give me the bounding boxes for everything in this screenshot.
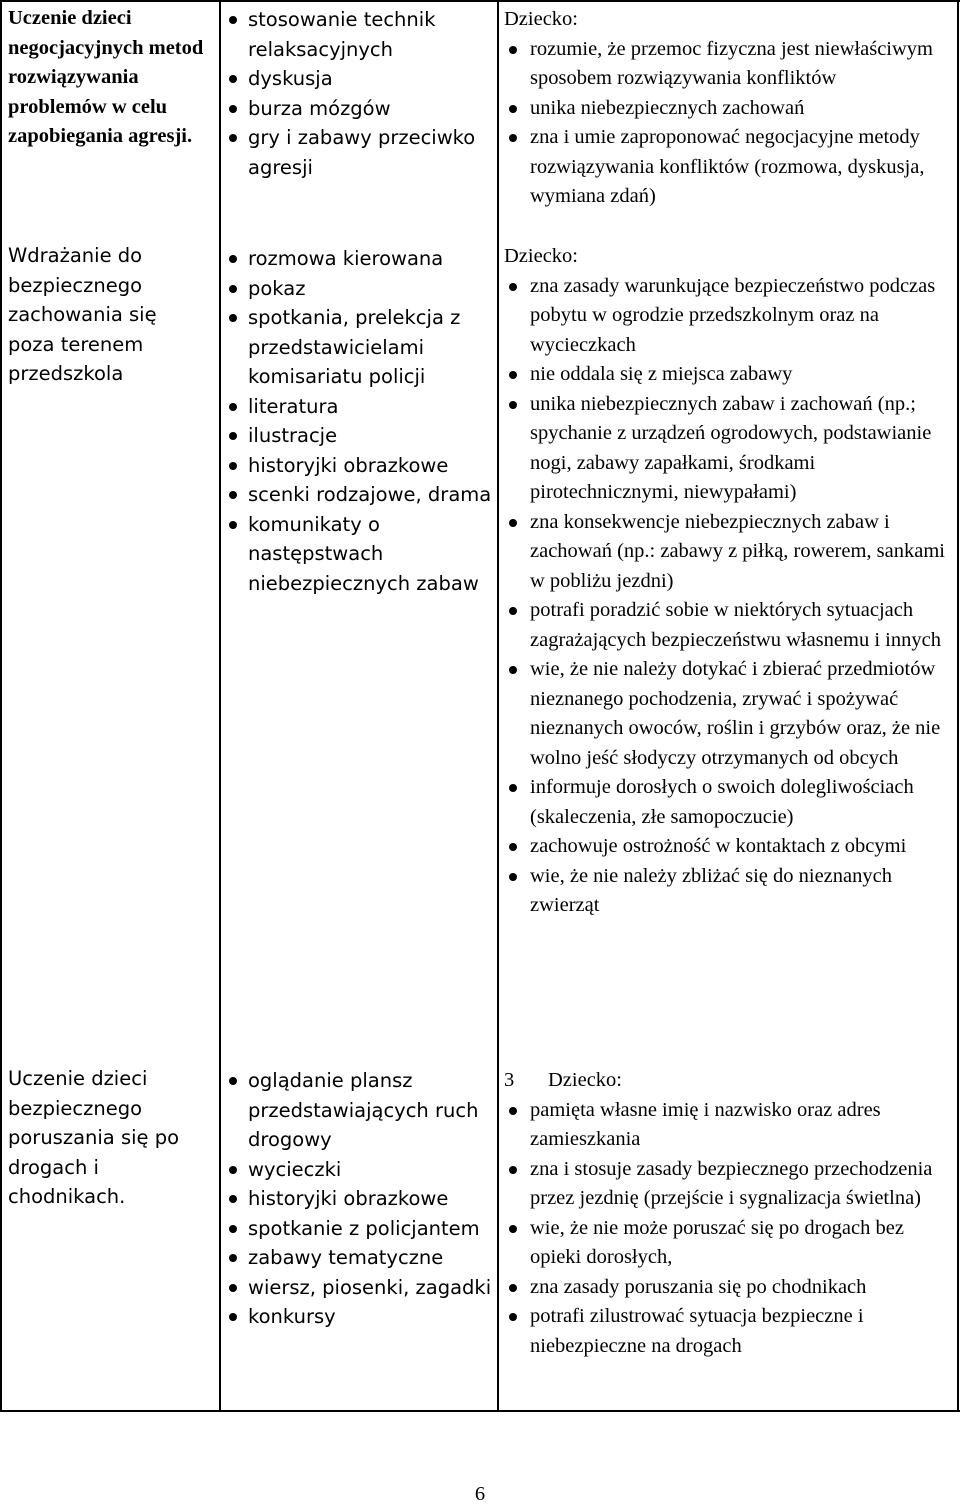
list-item: zna zasady warunkujące bezpieczeństwo podczas pobytu w ogrodzie przedszkolnym oraz na wycieczkach: [504, 272, 954, 361]
list-item: oglądanie plansz przedstawiających ruch drogowy: [226, 1066, 496, 1155]
outcomes-list-2: [504, 272, 954, 921]
list-item: potrafi zilustrować sytuacja bezpieczne i niebezpieczne na drogach: [504, 1302, 954, 1361]
outcomes-block-3: [504, 1066, 954, 1361]
list-item: zna i stosuje zasady bezpiecznego przechodzenia przez jezdnię (przejście i sygnalizacja świetlna): [504, 1155, 954, 1214]
list-item: dyskusja: [226, 64, 496, 94]
outcome-number: 3: [504, 1069, 515, 1091]
outcome-heading: Dziecko:: [504, 8, 578, 30]
list-item: spotkania, prelekcja z przedstawicielami komisariatu policji: [226, 303, 496, 392]
column-divider-2: [497, 0, 499, 1412]
list-item: zna i umie zaproponować negocjacyjne metody rozwiązywania konfliktów (rozmowa, dyskusja, wymiana zdań): [504, 123, 954, 212]
page-number: 6: [474, 1483, 486, 1505]
list-item: zna zasady poruszania się po chodnikach: [504, 1273, 954, 1303]
list-item: rozmowa kierowana: [226, 244, 496, 274]
list-item: informuje dorosłych o swoich dolegliwościach (skaleczenia, złe samopoczucie): [504, 773, 954, 832]
outcome-heading: Dziecko:: [548, 1069, 622, 1091]
list-item: gry i zabawy przeciwko agresji: [226, 123, 496, 182]
list-item: zna konsekwencje niebezpiecznych zabaw i zachowań (np.: zabawy z piłką, rowerem, sankami w pobliżu jezdni): [504, 508, 954, 597]
list-item: wycieczki: [226, 1155, 496, 1185]
methods-list-2: [226, 244, 496, 598]
list-item: wiersz, piosenki, zagadki: [226, 1273, 496, 1303]
list-item: pamięta własne imię i nazwisko oraz adres zamieszkania: [504, 1096, 954, 1155]
list-item: unika niebezpiecznych zachowań: [504, 94, 954, 124]
outcomes-list-3: [504, 1096, 954, 1362]
list-item: pokaz: [226, 274, 496, 304]
outcomes-block-2: [504, 242, 954, 921]
list-item: scenki rodzajowe, drama: [226, 480, 496, 510]
list-item: unika niebezpiecznych zabaw i zachowań (np.; spychanie z urządzeń ogrodowych, podstawianie nogi, zabawy zapałkami, środkami pirotechnicznymi, niewypałami): [504, 390, 954, 508]
list-item: komunikaty o następstwach niebezpiecznych zabaw: [226, 510, 496, 599]
list-item: nie oddala się z miejsca zabawy: [504, 360, 954, 390]
table-border-top: [0, 0, 960, 2]
list-item: historyjki obrazkowe: [226, 1184, 496, 1214]
goal-road-safety: Uczenie dzieci bezpiecznego poruszania się po drogach i chodnikach.: [8, 1067, 180, 1208]
list-item: zachowuje ostrożność w kontaktach z obcymi: [504, 832, 954, 862]
list-item: stosowanie technik relaksacyjnych: [226, 5, 496, 64]
list-item: konkursy: [226, 1302, 496, 1332]
outcome-heading: Dziecko:: [504, 245, 578, 267]
list-item: wie, że nie należy dotykać i zbierać przedmiotów nieznanego pochodzenia, zrywać i spożywać nieznanych owoców, roślin i grzybów oraz, że nie wolno jeść słodyczy otrzymanych od obcych: [504, 655, 954, 773]
outcomes-block-1: [504, 5, 954, 212]
goal-safety-outside: Wdrażanie do bezpiecznego zachowania się poza terenem przedszkola: [8, 244, 157, 385]
list-item: zabawy tematyczne: [226, 1243, 496, 1273]
list-item: literatura: [226, 392, 496, 422]
list-item: historyjki obrazkowe: [226, 451, 496, 481]
table-border-left: [0, 0, 2, 1412]
column-divider-1: [219, 0, 221, 1412]
methods-list-3: [226, 1066, 496, 1332]
list-item: potrafi poradzić sobie w niektórych sytuacjach zagrażających bezpieczeństwu własnemu i innych: [504, 596, 954, 655]
list-item: wie, że nie może poruszać się po drogach bez opieki dorosłych,: [504, 1214, 954, 1273]
outcomes-list-1: [504, 35, 954, 212]
methods-list-1: [226, 5, 496, 182]
list-item: ilustracje: [226, 421, 496, 451]
goal-negotiation: Uczenie dzieci negocjacyjnych metod rozwiązywania problemów w celu zapobiegania agresji.: [8, 7, 204, 147]
outcome-heading-numbered: [504, 1066, 954, 1096]
list-item: spotkanie z policjantem: [226, 1214, 496, 1244]
list-item: rozumie, że przemoc fizyczna jest niewłaściwym sposobem rozwiązywania konfliktów: [504, 35, 954, 94]
list-item: burza mózgów: [226, 94, 496, 124]
table-border-bottom: [0, 1410, 960, 1412]
table-border-right: [957, 0, 959, 1412]
list-item: wie, że nie należy zbliżać się do nieznanych zwierząt: [504, 862, 954, 921]
